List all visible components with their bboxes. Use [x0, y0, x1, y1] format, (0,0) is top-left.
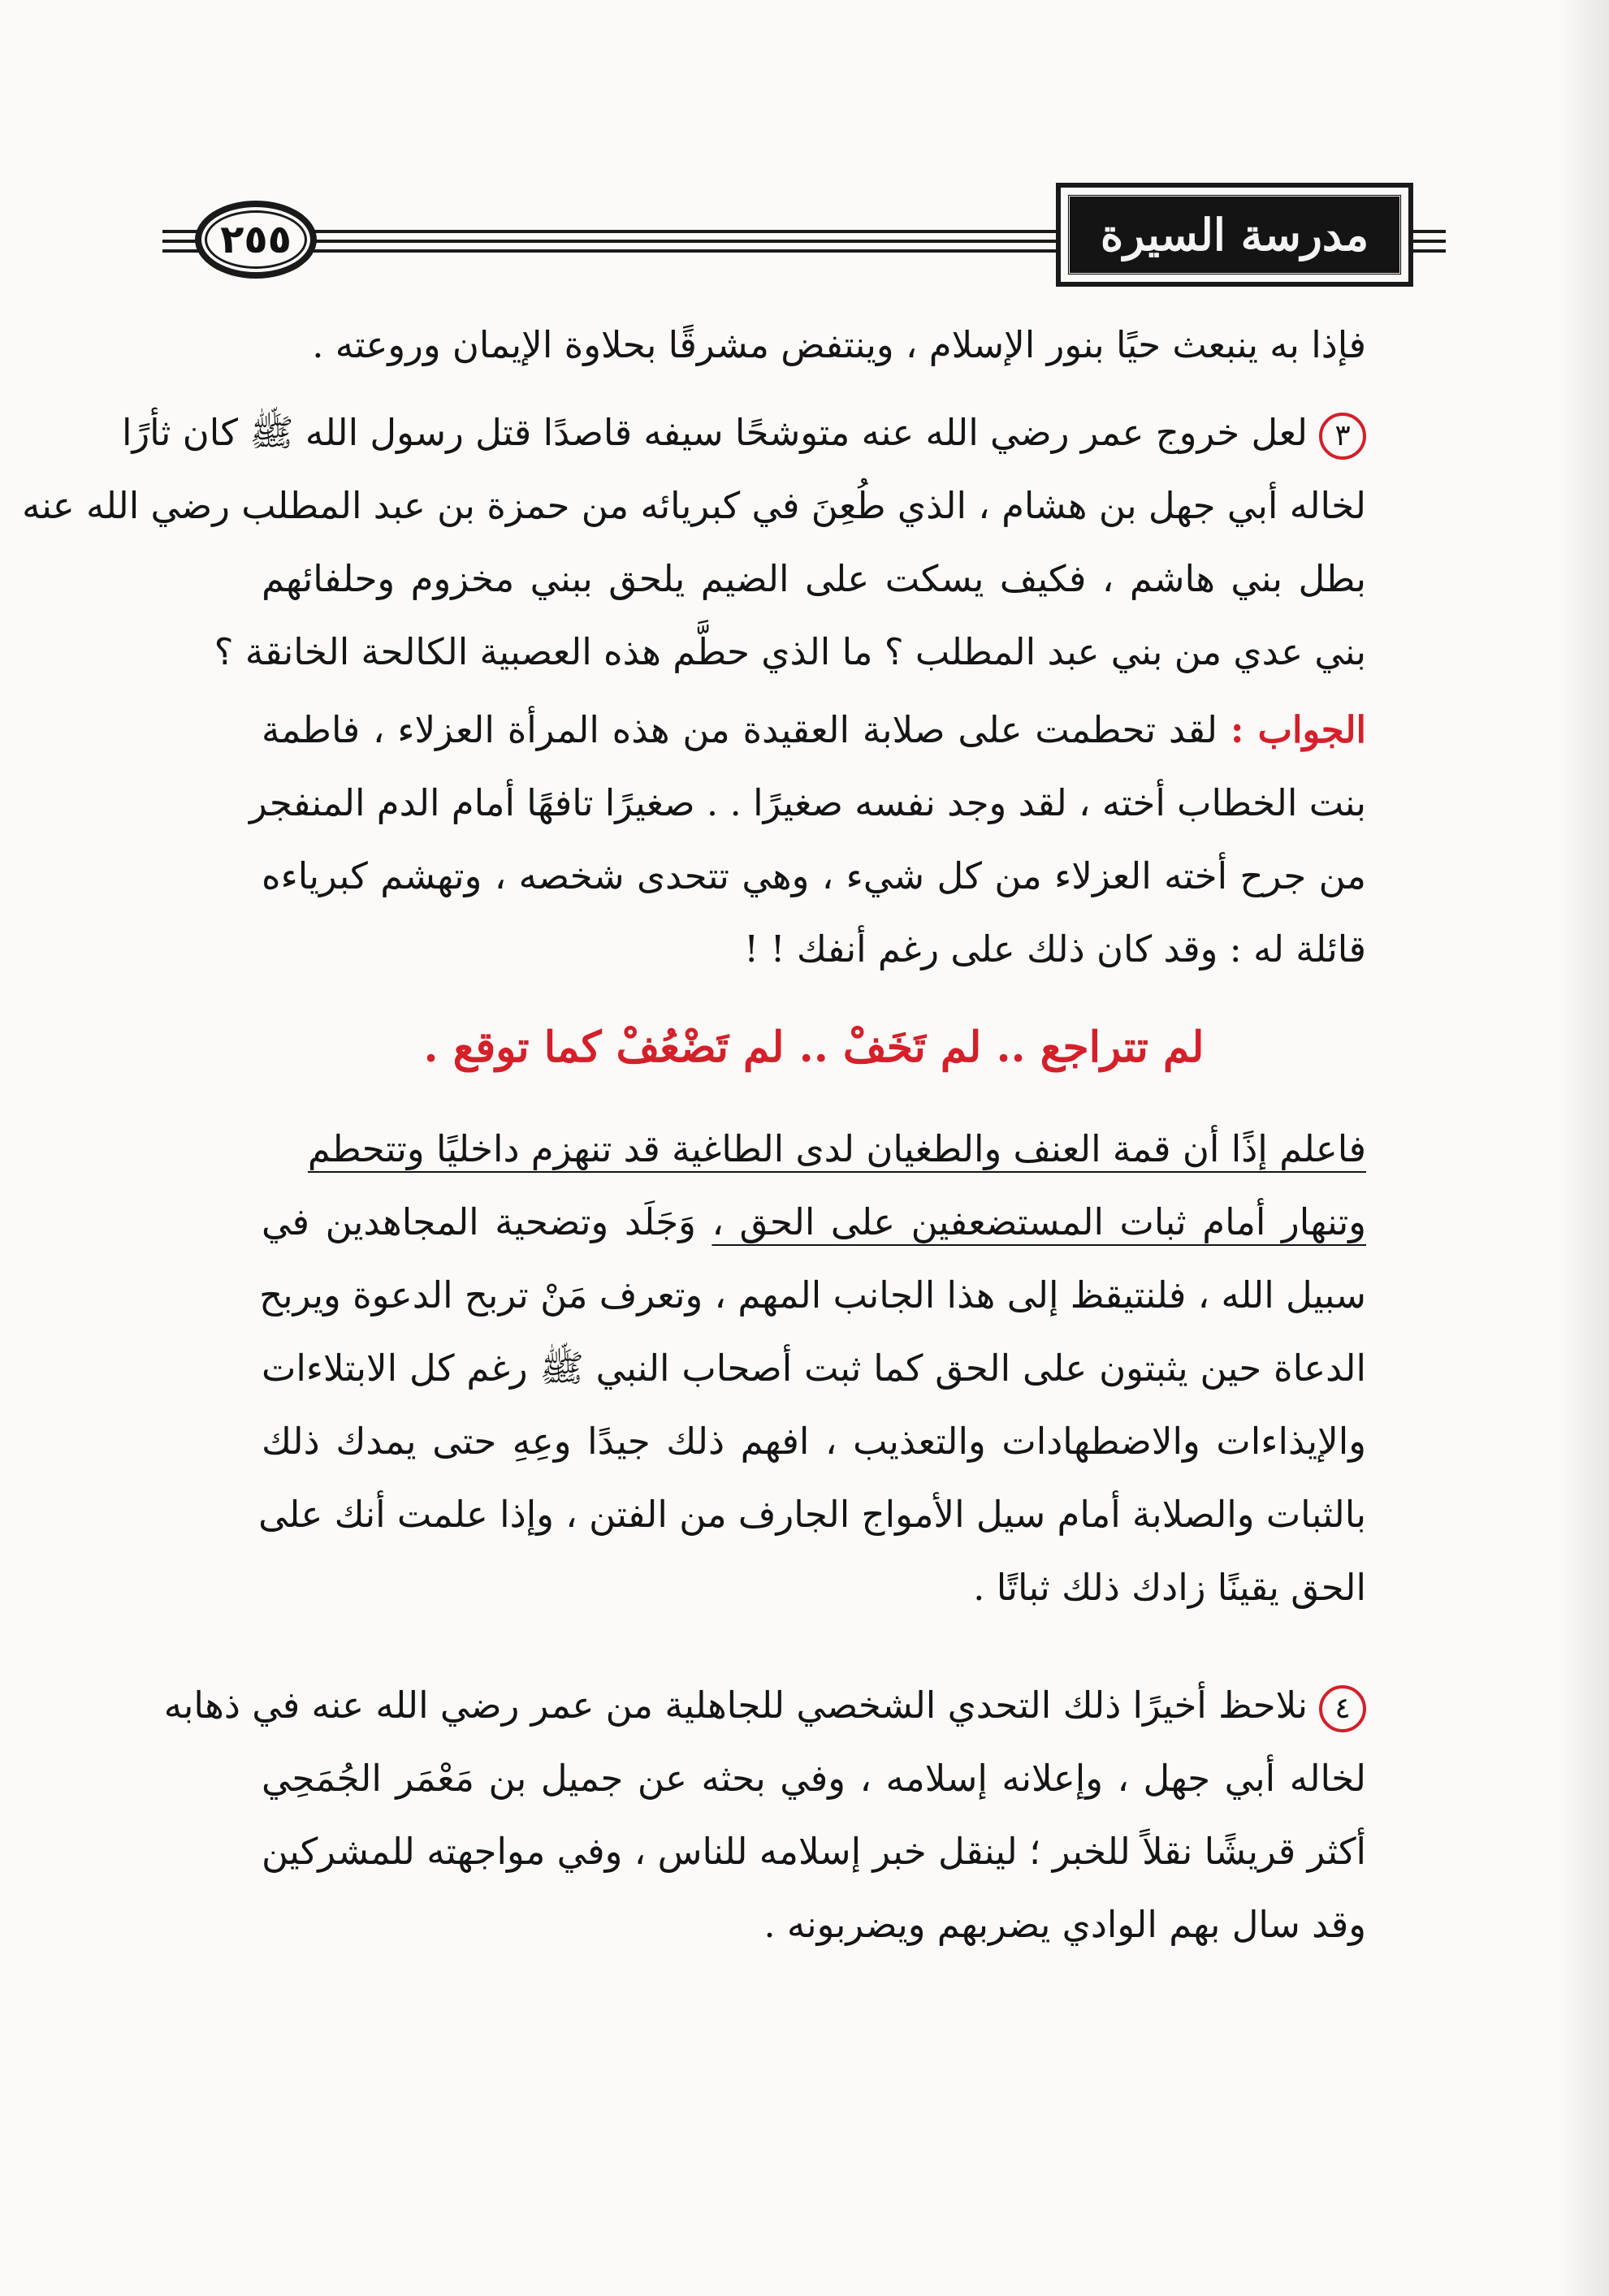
- underlined-text: وتنهار أمام ثبات المستضعفين على الحق ،: [712, 1200, 1366, 1243]
- paragraph-line: [163, 1669, 1366, 1742]
- scan-edge-shadow: [1560, 0, 1609, 2296]
- paragraph-line: أكثر قريشًا نقلاً للخبر ؛ لينقل خبر إسلامه للناس ، وفي مواجهته للمشركين: [262, 1830, 1366, 1873]
- page-header: [162, 183, 1446, 296]
- paragraph-line: لخاله أبي جهل بن هشام ، الذي طُعِنَ في كبريائه من حمزة بن عبد المطلب رضي الله عنه: [22, 484, 1366, 527]
- page-number: ٢٥٥: [220, 217, 292, 262]
- paragraph-line: والإيذاءات والاضطهادات والتعذيب ، افهم ذلك جيدًا وعِهِ حتى يمدك ذلك: [262, 1420, 1366, 1463]
- paragraph-line: وقد سال بهم الوادي يضربهم ويضربونه .: [763, 1903, 1366, 1946]
- paragraph-text: وَجَلَد وتضحية المجاهدين في: [262, 1200, 712, 1243]
- paragraph-line: [262, 1113, 1366, 1186]
- paragraph-line: فإذا به ينبعث حيًا بنور الإسلام ، وينتفض مشرقًا بحلاوة الإيمان وروعته .: [312, 323, 1366, 366]
- answer-label: الجواب :: [1230, 708, 1366, 751]
- paragraph-line: بالثبات والصلابة أمام سيل الأمواج الجارف من الفتن ، وإذا علمت أنك على: [258, 1493, 1366, 1536]
- point-number-badge: ٤: [1319, 1685, 1366, 1732]
- paragraph-line: [121, 396, 1366, 469]
- book-title-panel: [1067, 194, 1402, 275]
- book-title-frame: [1056, 183, 1413, 287]
- underlined-text: فاعلم إذًا أن قمة العنف والطغيان لدى الطاغية قد تنهزم داخليًا وتتحطم: [307, 1127, 1366, 1170]
- page-number-badge: [195, 201, 317, 279]
- point-number-badge: ٣: [1319, 413, 1366, 460]
- paragraph-text: لعل خروج عمر رضي الله عنه متوشحًا سيفه قاصدًا قتل رسول الله ﷺ كان ثأرًا: [121, 411, 1308, 454]
- book-title: مدرسة السيرة: [1100, 209, 1369, 261]
- paragraph-line: الدعاة حين يثبتون على الحق كما ثبت أصحاب النبي ﷺ رغم كل الابتلاءات: [262, 1347, 1366, 1390]
- paragraph-line: سبيل الله ، فلنتيقظ إلى هذا الجانب المهم ، وتعرف مَنْ تربح الدعوة ويربح: [259, 1273, 1366, 1317]
- paragraph-line: قائلة له : وقد كان ذلك على رغم أنفك ! !: [744, 927, 1366, 971]
- highlight-heading: لم تتراجع .. لم تَخَفْ .. لم تَضْعُفْ كما توقع .: [423, 1023, 1205, 1072]
- paragraph-line: بنت الخطاب أخته ، لقد وجد نفسه صغيرًا . . صغيرًا تافهًا أمام الدم المنفجر: [249, 781, 1366, 824]
- paragraph-text: نلاحظ أخيرًا ذلك التحدي الشخصي للجاهلية من عمر رضي الله عنه في ذهابه: [163, 1684, 1308, 1727]
- paragraph-line: بني عدي من بني عبد المطلب ؟ ما الذي حطَّم هذه العصبية الكالحة الخانقة ؟: [214, 630, 1366, 673]
- paragraph-line: الحق يقينًا زادك ذلك ثباتًا .: [973, 1566, 1366, 1609]
- paragraph-line: لخاله أبي جهل ، وإعلانه إسلامه ، وفي بحثه عن جميل بن مَعْمَر الجُمَحِي: [262, 1757, 1366, 1800]
- paragraph-text: لقد تحطمت على صلابة العقيدة من هذه المرأة العزلاء ، فاطمة: [262, 708, 1218, 751]
- paragraph-line: [262, 1186, 1366, 1259]
- paragraph-line: من جرح أخته العزلاء من كل شيء ، وهي تتحدى شخصه ، وتهشم كبرياءه: [262, 854, 1366, 897]
- paragraph-line: [262, 694, 1366, 767]
- paragraph-line: بطل بني هاشم ، فكيف يسكت على الضيم يلحق ببني مخزوم وحلفائهم: [262, 557, 1366, 600]
